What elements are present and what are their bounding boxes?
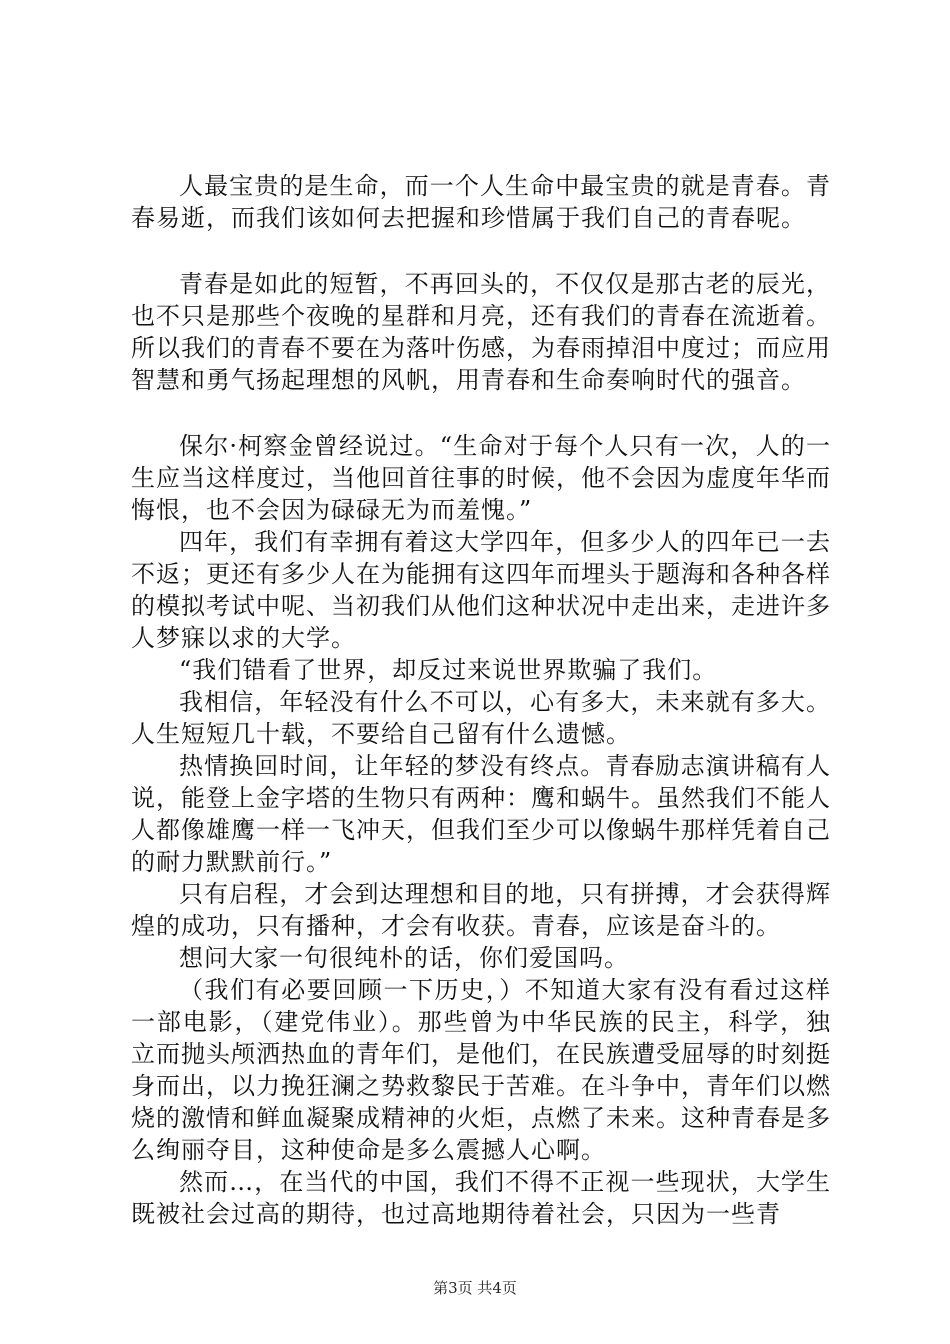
paragraph: 人最宝贵的是生命，而一个人生命中最宝贵的就是青春。青春易逝，而我们该如何去把握和珍惜属于我们自己的青春呢。	[131, 172, 831, 232]
paragraph: （我们有必要回顾一下历史，）不知道大家有没有看过这样一部电影，（建党伟业）。那些曾为中华民族的民主，科学，独立而抛头颅洒热血的青年们，是他们，在民族遭受屈辱的时刻挺身而出，以力挽狂澜之势救黎民于苦难。在斗争中，青年们以燃烧的激情和鲜血凝聚成精神的火炬，点燃了未来。这种青春是多么绚丽夺目，这种使命是多么震撼人心啊。	[131, 976, 831, 1164]
paragraph: 想问大家一句很纯朴的话，你们爱国吗。	[179, 944, 629, 972]
document-body	[131, 170, 831, 1230]
paragraph: “我们错看了世界，却反过来说世界欺骗了我们。	[179, 656, 718, 684]
paragraph: 保尔·柯察金曾经说过。“生命对于每个人只有一次，人的一生应当这样度过，当他回首往事的时候，他不会因为虚度年华而悔恨，也不会因为碌碌无为而羞愧。”	[131, 432, 831, 524]
paragraph: 热情换回时间，让年轻的梦没有终点。青春励志演讲稿有人说，能登上金字塔的生物只有两种：鹰和蜗牛。虽然我们不能人人都像雄鹰一样一飞冲天，但我们至少可以像蜗牛那样凭着自己的耐力默默前行。”	[131, 752, 831, 876]
page-footer: 第3页 共4页	[433, 1279, 517, 1297]
paragraph: 四年，我们有幸拥有着这大学四年，但多少人的四年已一去不返；更还有多少人在为能拥有这四年而埋头于题海和各种各样的模拟考试中呢、当初我们从他们这种状况中走出来，走进许多人梦寐以求的大学。	[131, 528, 831, 652]
paragraph: 我相信，年轻没有什么不可以，心有多大，未来就有多大。人生短短几十载，不要给自己留有什么遗憾。	[131, 688, 831, 748]
paragraph: 然而…，在当代的中国，我们不得不正视一些现状，大学生既被社会过高的期待，也过高地期待着社会，只因为一些青	[131, 1168, 831, 1228]
paragraph: 青春是如此的短暂，不再回头的，不仅仅是那古老的辰光，也不只是那些个夜晚的星群和月亮，还有我们的青春在流逝着。所以我们的青春不要在为落叶伤感，为春雨掉泪中度过；而应用智慧和勇气扬起理想的风帆，用青春和生命奏响时代的强音。	[131, 270, 831, 394]
paragraph: 只有启程，才会到达理想和目的地，只有拼搏，才会获得辉煌的成功，只有播种，才会有收获。青春，应该是奋斗的。	[131, 880, 831, 940]
